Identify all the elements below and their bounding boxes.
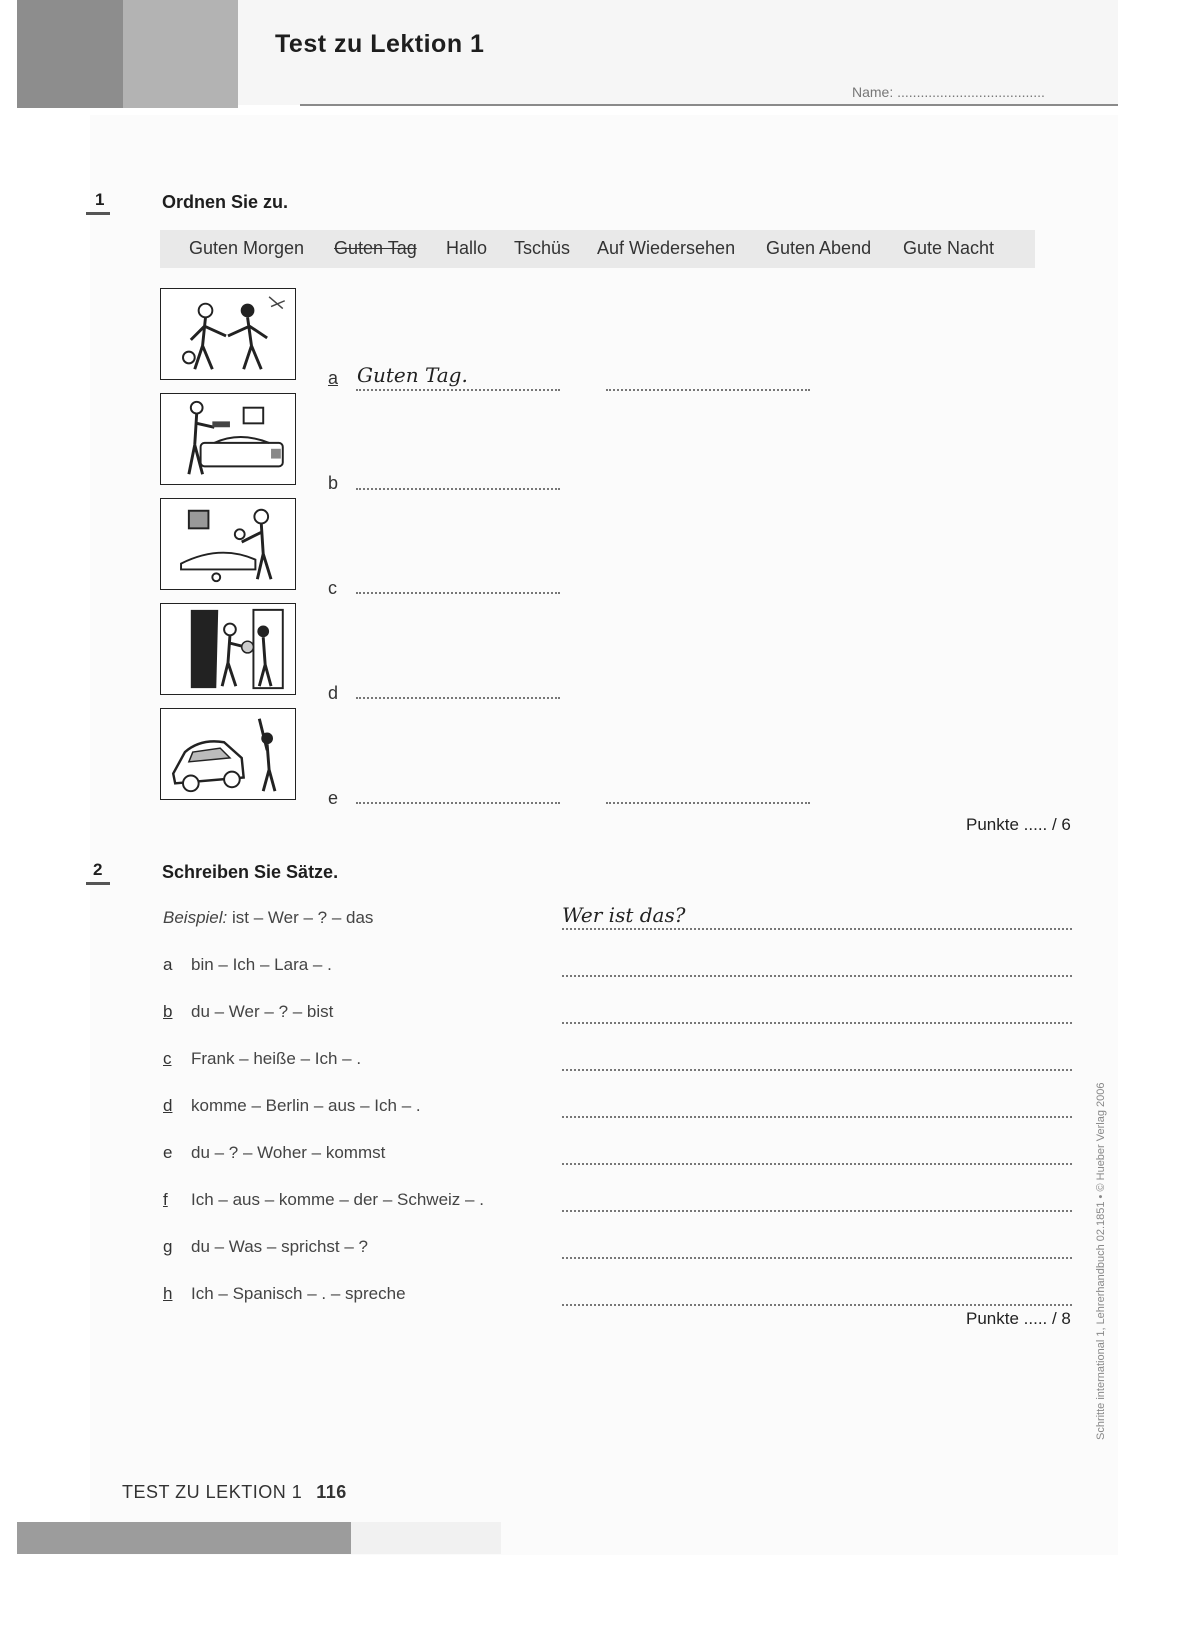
picture-morning-bed xyxy=(160,393,296,485)
ex1-answer-line-e[interactable] xyxy=(356,802,560,804)
ex2-answer-line-b[interactable] xyxy=(562,1022,1072,1024)
page-number: 116 xyxy=(316,1482,347,1502)
ex2-words-g: du – Was – sprichst – ? xyxy=(191,1237,369,1256)
word-bank-item: Guten Abend xyxy=(766,238,872,258)
word-bank-item: Tschüs xyxy=(514,238,571,258)
ex2-example xyxy=(163,908,373,928)
ex1-answer-line-c[interactable] xyxy=(356,592,560,594)
ex1-points: Punkte ..... / 6 xyxy=(966,815,1071,834)
ex2-letter-f: f xyxy=(163,1190,168,1209)
ex2-letter-e: e xyxy=(163,1143,173,1162)
ex2-answer-line-d[interactable] xyxy=(562,1116,1072,1118)
ex2-words-h: Ich – Spanisch – . – spreche xyxy=(191,1284,406,1303)
ex2-letter-b: b xyxy=(163,1002,173,1021)
night-door-illustration xyxy=(161,604,295,694)
ex1-answer-line-b[interactable] xyxy=(356,488,560,490)
ex2-words-e: du – ? – Woher – kommst xyxy=(191,1143,386,1162)
word-bank-item: Guten Morgen xyxy=(189,238,305,258)
footer-bar xyxy=(17,1522,351,1554)
ex2-words-f: Ich – aus – komme – der – Schweiz – . xyxy=(191,1190,484,1209)
picture-handshake xyxy=(160,288,296,380)
ex2-item-g xyxy=(163,1237,368,1257)
ex2-item-b xyxy=(163,1002,333,1022)
ex1-letter-a: a xyxy=(328,368,339,388)
car-wave-illustration xyxy=(161,709,295,799)
ex1-letter-d: d xyxy=(328,683,339,703)
ex2-answer-line-f[interactable] xyxy=(562,1210,1072,1212)
copyright-note: Schritte international 1, Lehrerhandbuch 02.1851 • © Hueber Verlag 2006 xyxy=(1095,1082,1107,1440)
ex2-item-e xyxy=(163,1143,385,1163)
header-rule xyxy=(300,104,1118,106)
ex2-example-answer: Wer ist das? xyxy=(562,903,686,927)
picture-evening xyxy=(160,498,296,590)
word-bank-item-used: Guten Tag xyxy=(334,238,417,258)
ex1-letter-c: c xyxy=(328,578,337,598)
picture-night-door xyxy=(160,603,296,695)
ex1-answer-a: Guten Tag. xyxy=(357,363,468,387)
ex1-letter-e: e xyxy=(328,788,339,808)
header-band-dark xyxy=(17,0,123,108)
exercise-1-number: 1 xyxy=(95,190,105,209)
evening-illustration xyxy=(161,499,295,589)
ex2-example-words: ist – Wer – ? – das xyxy=(232,908,374,927)
footer xyxy=(122,1482,347,1503)
ex1-second-line-e[interactable] xyxy=(606,802,810,804)
page-title: Test zu Lektion 1 xyxy=(275,30,485,58)
ex2-example-label: Beispiel: xyxy=(163,908,228,927)
ex1-second-line-a[interactable] xyxy=(606,389,810,391)
ex1-answer-line-d[interactable] xyxy=(356,697,560,699)
ex2-points: Punkte ..... / 8 xyxy=(966,1309,1071,1328)
ex2-words-a: bin – Ich – Lara – . xyxy=(191,955,332,974)
exercise-1-title: Ordnen Sie zu. xyxy=(162,192,289,212)
morning-illustration xyxy=(161,394,295,484)
word-bank xyxy=(160,230,1035,268)
header-band-light xyxy=(123,0,238,108)
ex2-answer-line-a[interactable] xyxy=(562,975,1072,977)
exercise-2-number-rule xyxy=(86,882,110,885)
word-bank-item: Gute Nacht xyxy=(903,238,995,258)
ex2-letter-g: g xyxy=(163,1237,173,1256)
picture-car-wave xyxy=(160,708,296,800)
ex2-answer-line-e[interactable] xyxy=(562,1163,1072,1165)
ex2-example-line xyxy=(562,928,1072,930)
ex2-item-d xyxy=(163,1096,421,1116)
ex2-answer-line-h[interactable] xyxy=(562,1304,1072,1306)
ex2-answer-line-c[interactable] xyxy=(562,1069,1072,1071)
ex2-words-c: Frank – heiße – Ich – . xyxy=(191,1049,362,1068)
exercise-1-number-rule xyxy=(86,212,110,215)
ex2-letter-a: a xyxy=(163,955,173,974)
ex2-letter-c: c xyxy=(163,1049,172,1068)
ex2-words-d: komme – Berlin – aus – Ich – . xyxy=(191,1096,421,1115)
ex2-answer-line-g[interactable] xyxy=(562,1257,1072,1259)
exercise-2-number: 2 xyxy=(93,860,103,879)
ex2-letter-d: d xyxy=(163,1096,173,1115)
footer-bar-light xyxy=(351,1522,501,1554)
word-bank-item: Hallo xyxy=(446,238,488,258)
word-bank-item: Auf Wiedersehen xyxy=(597,238,736,258)
ex2-item-a xyxy=(163,955,332,975)
ex2-letter-h: h xyxy=(163,1284,173,1303)
ex1-answer-line-a[interactable] xyxy=(356,389,560,391)
exercise-2-title: Schreiben Sie Sätze. xyxy=(162,862,339,882)
footer-label: TEST ZU LEKTION 1 xyxy=(122,1482,303,1502)
ex2-item-f xyxy=(163,1190,484,1210)
handshake-illustration xyxy=(161,289,295,379)
ex2-words-b: du – Wer – ? – bist xyxy=(191,1002,334,1021)
name-field[interactable]: Name: ...................................... xyxy=(852,84,1045,100)
ex1-letter-b: b xyxy=(328,473,339,493)
ex2-item-c xyxy=(163,1049,361,1069)
ex2-item-h xyxy=(163,1284,406,1304)
